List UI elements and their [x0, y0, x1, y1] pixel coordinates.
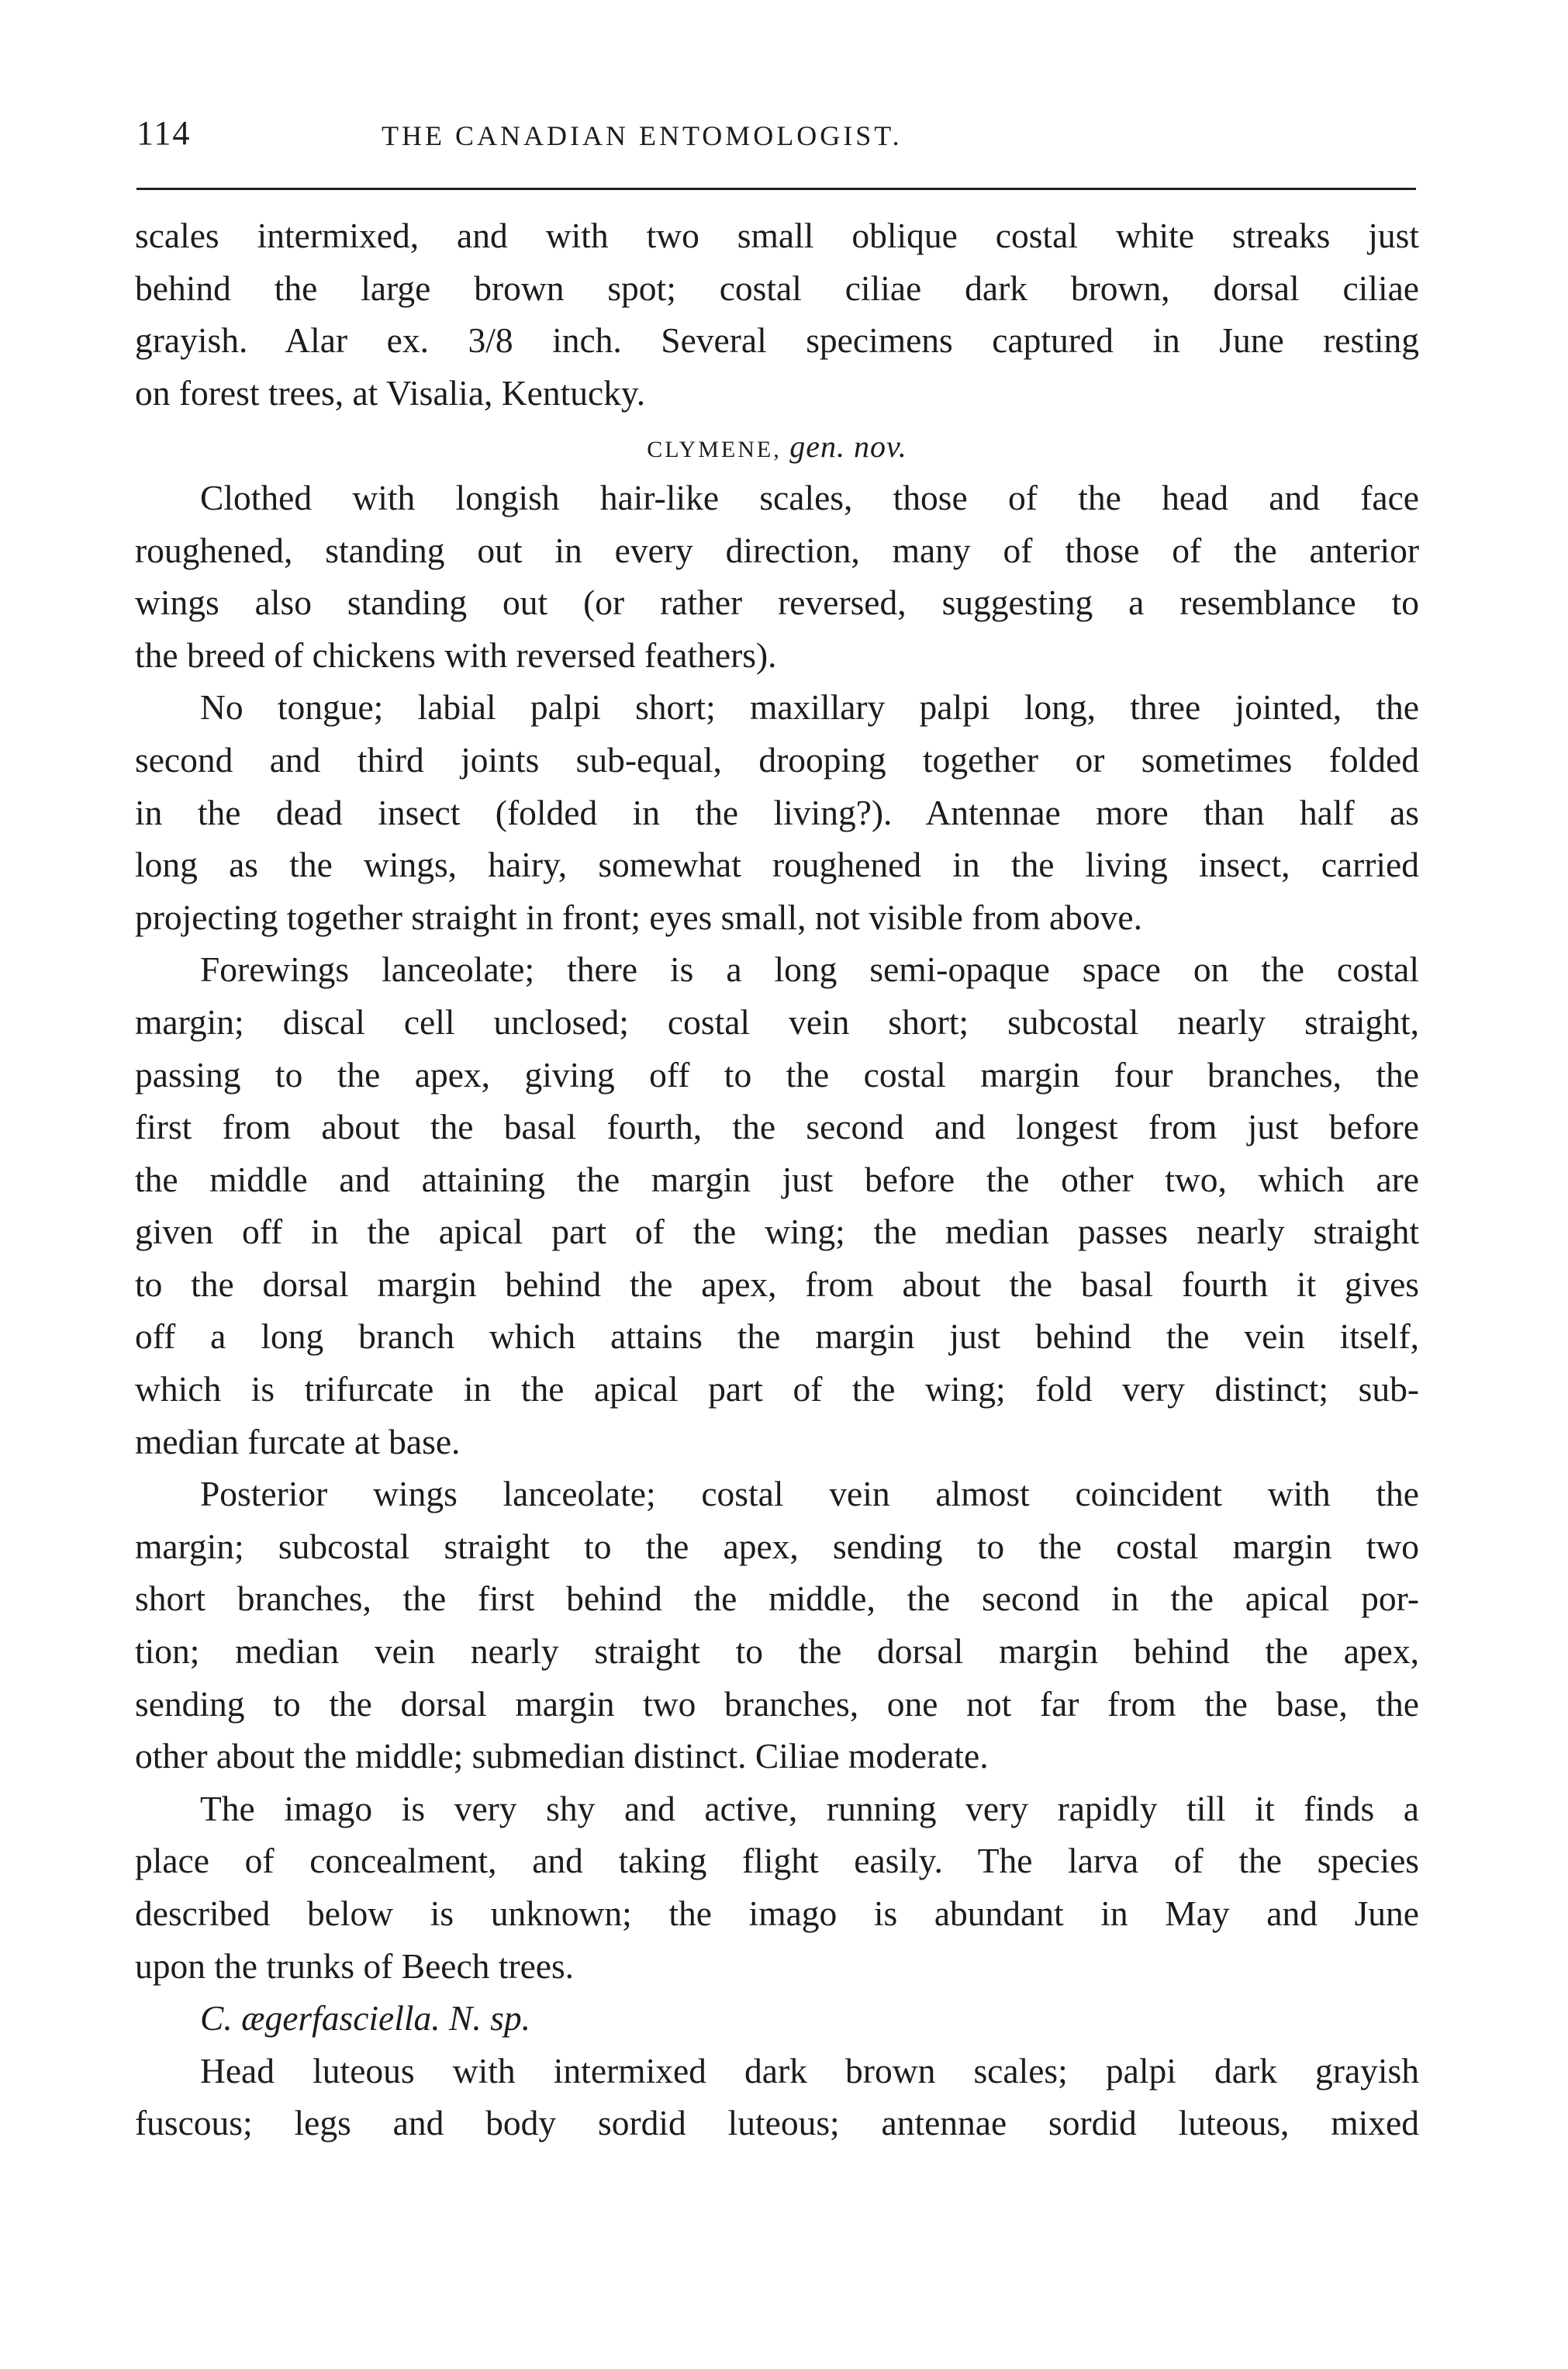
- text-line: Head luteous with intermixed dark brown scales; palpi dark grayish: [200, 2050, 1419, 2091]
- text-line: margin; subcostal straight to the apex, sending to the costal margin two: [135, 1526, 1419, 1566]
- paragraph-continuation: [135, 209, 1419, 419]
- text-line: long as the wings, hairy, somewhat roughened in the living insect, carried: [135, 845, 1419, 885]
- text-line: upon the trunks of Beech trees.: [135, 1945, 575, 1986]
- text-line: given off in the apical part of the wing; the median passes nearly straight: [135, 1212, 1419, 1252]
- text-line: projecting together straight in front; eyes small, not visible from above.: [135, 897, 1142, 937]
- text-line: scales intermixed, and with two small oblique costal white streaks just: [135, 216, 1419, 255]
- text-line: sending to the dorsal margin two branches, one not far from the base, the: [135, 1683, 1419, 1724]
- text-line: the middle and attaining the margin just before the other two, which are: [135, 1159, 1419, 1199]
- text-line: grayish. Alar ex. 3/8 inch. Several specimens captured in June resting: [135, 320, 1419, 361]
- paragraph-species-description: [135, 2045, 1419, 2149]
- text-line: roughened, standing out in every direction, many of those of the anterior: [135, 530, 1419, 570]
- text-line: the breed of chickens with reversed feathers).: [135, 635, 777, 675]
- text-line: fuscous; legs and body sordid luteous; antennae sordid luteous, mixed: [135, 2103, 1419, 2143]
- text-line: on forest trees, at Visalia, Kentucky.: [135, 372, 646, 413]
- text-line: place of concealment, and taking flight easily. The larva of the species: [135, 1841, 1419, 1881]
- text-line: median furcate at base.: [135, 1421, 461, 1461]
- paragraph-posterior-wings: [135, 1468, 1419, 1783]
- text-line: The imago is very shy and active, running very rapidly till it finds a: [200, 1788, 1419, 1828]
- genus-name: CLYMENE,: [647, 437, 782, 463]
- text-line: off a long branch which attains the margin just behind the vein itself,: [135, 1316, 1419, 1357]
- page-number: 114: [136, 114, 192, 152]
- genus-heading: [135, 419, 1419, 472]
- paragraph-imago: [135, 1783, 1419, 1992]
- genus-note: gen. nov.: [789, 429, 907, 465]
- body-text: [135, 209, 1419, 2149]
- text-line: behind the large brown spot; costal ciliae dark brown, dorsal ciliae: [135, 268, 1419, 308]
- text-line: in the dead insect (folded in the living?). Antennae more than half as: [135, 792, 1419, 832]
- page-header: [136, 113, 1416, 160]
- text-line: margin; discal cell unclosed; costal vein short; subcostal nearly straight,: [135, 1001, 1419, 1042]
- paragraph-mouthparts: [135, 681, 1419, 943]
- text-line: Clothed with longish hair-like scales, those of the head and face: [200, 477, 1419, 517]
- paragraph-clothing: [135, 472, 1419, 681]
- text-line: short branches, the first behind the middle, the second in the apical por-: [135, 1579, 1419, 1619]
- text-line: to the dorsal margin behind the apex, from about the basal fourth it gives: [135, 1264, 1419, 1304]
- paragraph-forewings: [135, 943, 1419, 1468]
- species-heading: C. ægerfasciella. N. sp.: [200, 1998, 530, 2039]
- header-rule: [136, 188, 1416, 190]
- text-line: second and third joints sub-equal, drooping together or sometimes folded: [135, 739, 1419, 780]
- text-line: first from about the basal fourth, the second and longest from just before: [135, 1107, 1419, 1147]
- text-line: Posterior wings lanceolate; costal vein almost coincident with the: [200, 1474, 1419, 1514]
- text-line: No tongue; labial palpi short; maxillary palpi long, three jointed, the: [200, 687, 1419, 728]
- text-line: other about the middle; submedian distinct. Ciliae moderate.: [135, 1736, 989, 1776]
- text-line: which is trifurcate in the apical part of the wing; fold very distinct; sub-: [135, 1369, 1419, 1409]
- text-line: Forewings lanceolate; there is a long semi-opaque space on the costal: [200, 949, 1419, 990]
- running-title: THE CANADIAN ENTOMOLOGIST.: [382, 120, 903, 151]
- text-line: wings also standing out (or rather reversed, suggesting a resemblance to: [135, 583, 1419, 623]
- text-line: passing to the apex, giving off to the costal margin four branches, the: [135, 1054, 1419, 1095]
- text-line: described below is unknown; the imago is abundant in May and June: [135, 1893, 1419, 1933]
- text-line: tion; median vein nearly straight to the dorsal margin behind the apex,: [135, 1631, 1419, 1672]
